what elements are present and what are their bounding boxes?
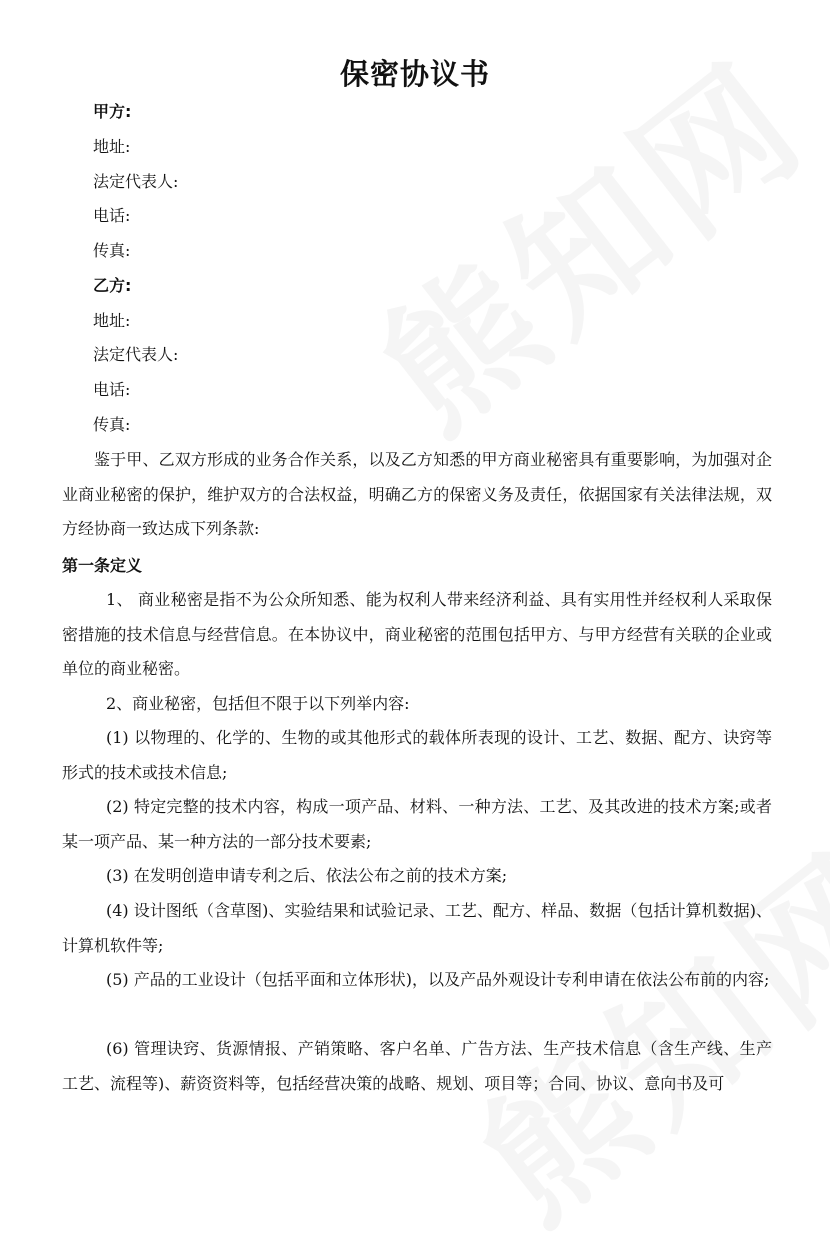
article-1-sub-5: (5) 产品的工业设计（包括平面和立体形状)，以及产品外观设计专利申请在依法公布前的内容; [106,970,770,989]
article-1-sub-1: (1) 以物理的、化学的、生物的或其他形式的载体所表现的设计、工艺、数据、配方、诀窍等形式的技术或技术信息; [62,728,772,782]
party-a-address: 地址: [93,137,131,156]
article-1-sub-3: (3) 在发明创造申请专利之后、依法公布之前的技术方案; [106,866,508,885]
party-b-address: 地址: [93,311,131,330]
article-1-sub-2: (2) 特定完整的技术内容，构成一项产品、材料、一种方法、工艺、及其改进的技术方案;或者某一项产品、某一种方法的一部分技术要素; [62,797,772,851]
party-a-label: 甲方: [93,102,132,121]
article-1-heading: 第一条定义 [62,556,143,575]
party-b-label: 乙方: [93,276,132,295]
party-a-phone: 电话: [93,206,131,225]
party-b-representative: 法定代表人: [93,345,179,364]
party-a-representative: 法定代表人: [93,172,179,191]
article-1-item-1: 1、 商业秘密是指不为公众所知悉、能为权利人带来经济利益、具有实用性并经权利人采取保密措施的技术信息与经营信息。在本协议中，商业秘密的范围包括甲方、与甲方经营有关联的企业或单位的商业秘密。 [62,590,772,678]
party-b-phone: 电话: [93,380,131,399]
preamble-paragraph: 鉴于甲、乙双方形成的业务合作关系，以及乙方知悉的甲方商业秘密具有重要影响，为加强对企业商业秘密的保护，维护双方的合法权益，明确乙方的保密义务及责任，依据国家有关法律法规，双方经协商一致达成下列条款: [62,450,772,538]
party-a-fax: 传真: [93,241,131,260]
document-title: 保密协议书 [339,57,490,91]
party-b-fax: 传真: [93,415,131,434]
article-1-item-2: 2、商业秘密，包括但不限于以下列举内容: [106,694,410,713]
article-1-sub-4: (4) 设计图纸（含草图)、实验结果和试验记录、工艺、配方、样品、数据（包括计算机数据)、计算机软件等; [62,901,772,955]
article-1-sub-6: (6) 管理诀窍、货源情报、产销策略、客户名单、广告方法、生产技术信息（含生产线、生产工艺、流程等)、薪资资料等，包括经营决策的战略、规划、项目等；合同、协议、意向书及可 [62,1039,772,1093]
